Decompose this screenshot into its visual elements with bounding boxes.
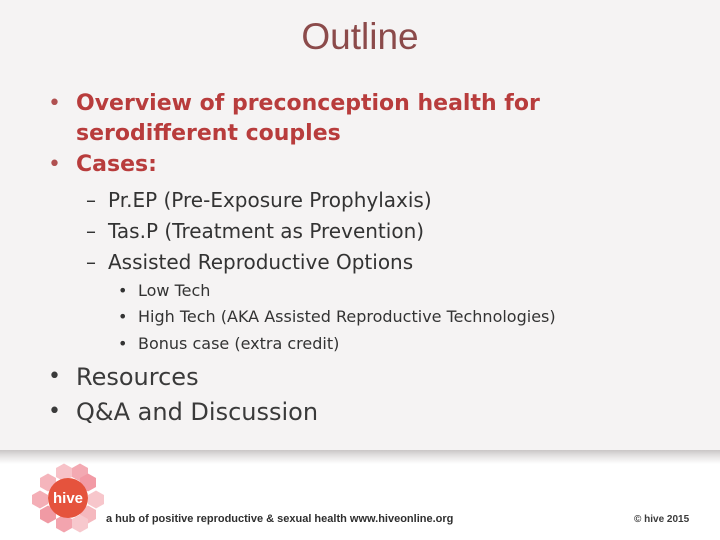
hive-logo <box>28 462 108 534</box>
logo-text: hive <box>52 490 84 507</box>
bullet-text: Bonus case (extra credit) <box>138 334 340 353</box>
bullet-text: Q&A and Discussion <box>76 398 319 426</box>
dash-marker: – <box>86 219 96 243</box>
bullet-resources <box>48 362 199 392</box>
slide-title: Outline <box>301 16 419 57</box>
bullet-marker: • <box>48 91 61 116</box>
bullet-text: High Tech (AKA Assisted Reproductive Technologies) <box>138 307 556 326</box>
dash-marker: – <box>86 188 96 212</box>
sub-bullet-assisted <box>86 248 413 276</box>
bullet-marker: • <box>48 399 61 424</box>
bullet-qa <box>48 397 318 427</box>
bullet-marker: • <box>48 152 61 177</box>
bullet-text: Tas.P (Treatment as Prevention) <box>108 219 425 243</box>
bullet-overview <box>48 89 608 149</box>
bullet-cases <box>48 150 157 180</box>
bullet-text: Overview of preconception health for serodifferent couples <box>76 91 540 146</box>
footer-tagline: a hub of positive reproductive & sexual health www.hiveonline.org <box>106 513 454 525</box>
sub-bullet-prep <box>86 186 432 214</box>
bullet-marker: • <box>118 334 128 353</box>
bullet-marker: • <box>118 281 128 300</box>
footer-copyright: © hive 2015 <box>634 514 690 525</box>
sub-sub-bullet-low-tech <box>118 280 210 302</box>
dash-marker: – <box>86 250 96 274</box>
sub-sub-bullet-high-tech <box>118 306 556 328</box>
slide-shadow <box>0 450 720 464</box>
bullet-marker: • <box>118 307 128 326</box>
bullet-text: Pr.EP (Pre-Exposure Prophylaxis) <box>108 188 432 212</box>
sub-sub-bullet-bonus <box>118 333 339 355</box>
bullet-text: Cases: <box>76 152 157 177</box>
bullet-marker: • <box>48 364 61 389</box>
sub-bullet-tasp <box>86 217 424 245</box>
bullet-text: Low Tech <box>138 281 211 300</box>
bullet-text: Resources <box>76 363 199 391</box>
bullet-text: Assisted Reproductive Options <box>108 250 414 274</box>
